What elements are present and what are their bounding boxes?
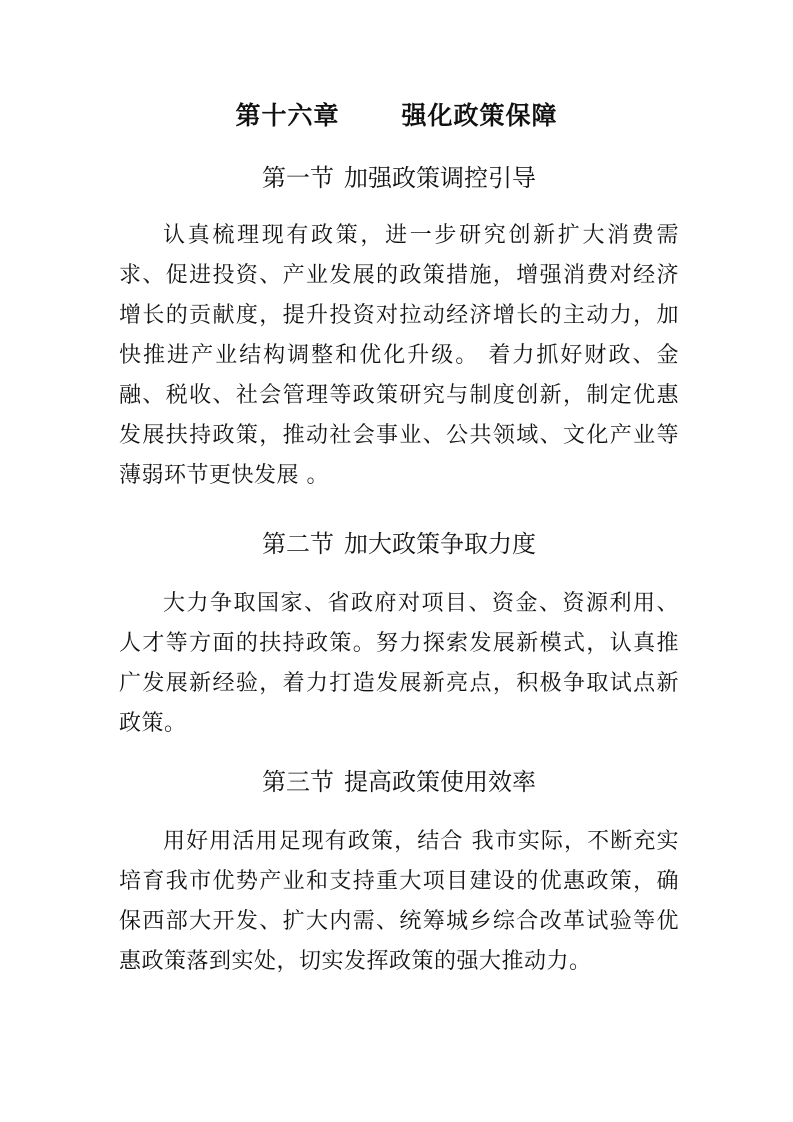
chapter-number: 第十六章 [235,101,340,130]
section-title: 提高政策使用效率 [344,768,536,796]
section-number: 第一节 [262,164,334,192]
section-heading [119,160,679,196]
section-body: 认真梳理现有政策，进一步研究创新扩大消费需求、促进投资、产业发展的政策措施，增强消费对经济增长的贡献度，提升投资对拉动经济增长的主动力，加快推进产业结构调整和优化升级。 着力抓好财政、金融、税收、社会管理等政策研究与制度创新，制定优惠发展扶持政策，推动社会事业、公共领域、文化产业等薄弱环节更快发展 。 [119,223,679,488]
section-number: 第二节 [262,530,334,558]
section-title: 加强政策调控引导 [344,164,536,192]
section-title: 加大政策争取力度 [344,530,536,558]
section-3 [119,764,679,982]
section-body: 用好用活用足现有政策，结合 我市实际，不断充实培育我市优势产业和支持重大项目建设的优惠政策，确保西部大开发、扩大内需、统筹城乡综合改革试验等优惠政策落到实处，切实发挥政策的强大推动力。 [119,829,679,974]
chapter-heading [0,98,793,134]
section-number: 第三节 [262,768,334,796]
section-heading [119,764,679,800]
section-body: 大力争取国家、省政府对项目、资金、资源利用、人才等方面的扶持政策。努力探索发展新模式，认真推广发展新经验，着力打造发展新亮点，积极争取试点新政策。 [119,591,679,736]
section-2 [119,526,679,744]
section-heading [119,526,679,562]
section-1 [119,160,679,496]
chapter-title: 强化政策保障 [401,101,558,130]
